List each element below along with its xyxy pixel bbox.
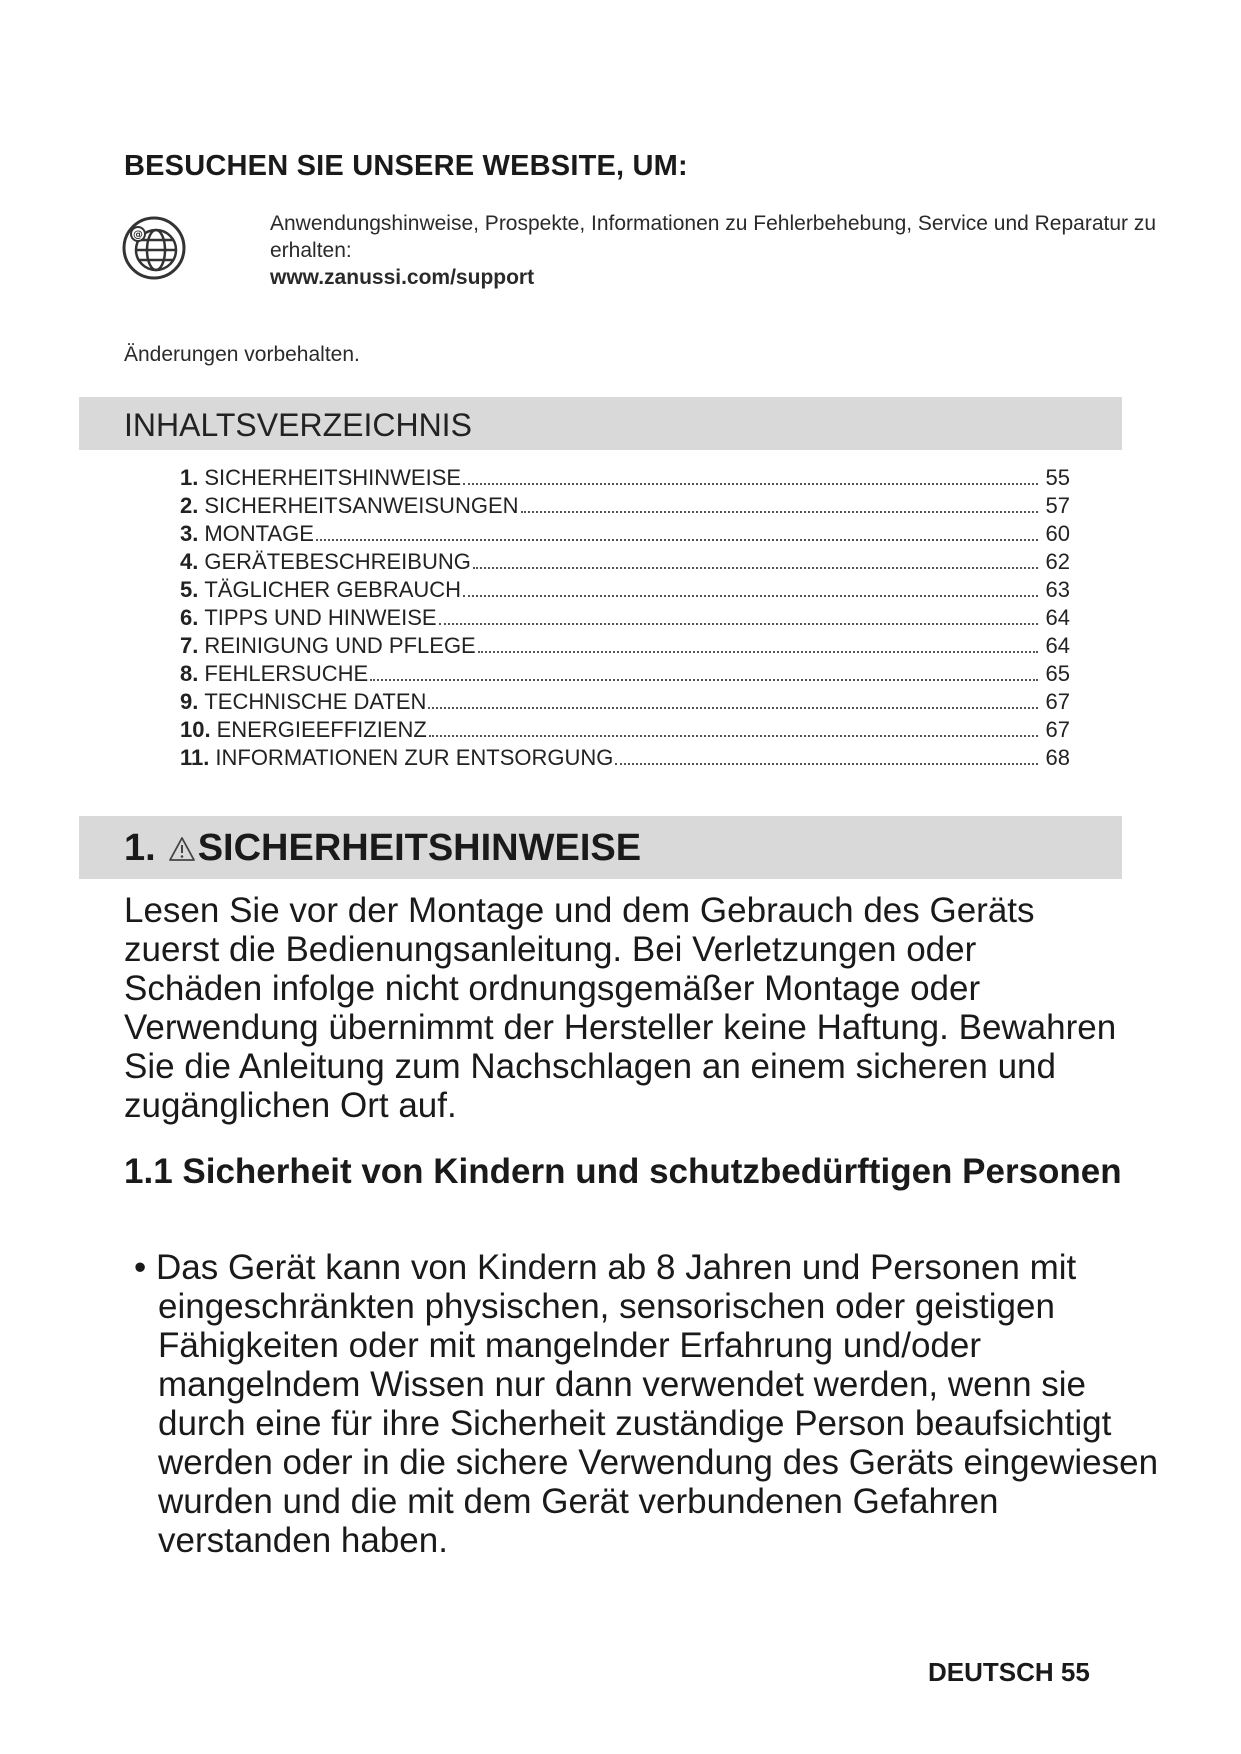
- toc-item-label: REINIGUNG UND PFLEGE: [204, 633, 476, 658]
- toc-item-number: 3.: [180, 521, 199, 546]
- toc-leader-dots: [473, 567, 1038, 569]
- toc-item-page: 67: [1045, 717, 1070, 742]
- toc-leader-dots: [463, 595, 1038, 597]
- toc-leader-dots: [439, 623, 1038, 625]
- toc-item-8[interactable]: [180, 660, 1070, 688]
- svg-text:@: @: [133, 229, 143, 241]
- toc-item-label: ENERGIEEFFIZIENZ: [216, 717, 427, 742]
- toc-item-number: 6.: [180, 605, 199, 630]
- toc-item-3[interactable]: [180, 520, 1070, 548]
- toc-leader-dots: [521, 511, 1038, 513]
- warning-triangle-icon: [168, 836, 196, 862]
- toc-leader-dots: [463, 483, 1038, 485]
- toc-item-label: TIPPS UND HINWEISE: [204, 605, 437, 630]
- toc-item-page: 55: [1045, 465, 1070, 490]
- visit-description: [270, 210, 1170, 291]
- toc-item-label: GERÄTEBESCHREIBUNG: [204, 549, 471, 574]
- toc-header-bar: [79, 397, 1122, 450]
- toc-item-page: 60: [1045, 521, 1070, 546]
- toc-leader-dots: [370, 679, 1038, 681]
- toc-item-page: 68: [1045, 745, 1070, 770]
- section-1-number: 1.: [124, 827, 156, 869]
- toc-item-11[interactable]: [180, 744, 1070, 772]
- toc-item-number: 10.: [180, 717, 211, 742]
- bullet-marker: •: [134, 1248, 156, 1287]
- page-footer-label: DEUTSCH 55: [928, 1657, 1090, 1687]
- toc-item-2[interactable]: [180, 492, 1070, 520]
- toc-item-4[interactable]: [180, 548, 1070, 576]
- toc-item-1[interactable]: [180, 464, 1070, 492]
- toc-item-number: 5.: [180, 577, 199, 602]
- subsection-1-1-bullet: [124, 1248, 1168, 1560]
- table-of-contents: [180, 464, 1070, 772]
- toc-leader-dots: [428, 707, 1038, 709]
- section-1-intro-paragraph: Lesen Sie vor der Montage und dem Gebrauch des Geräts zuerst die Bedienungsanleitung. Bei Verletzungen oder Schäden infolge nicht ordnungsgemäßer Montage oder Verwendung übernimmt der Hersteller keine Haftung. Bewahren Sie die Anleitung zum Nachschlagen an einem sicheren und zugänglichen Ort auf.: [124, 891, 1117, 1125]
- toc-item-label: MONTAGE: [204, 521, 314, 546]
- visit-text: Anwendungshinweise, Prospekte, Informationen zu Fehlerbehebung, Service und Reparatur zu erhalten:: [270, 212, 1157, 262]
- toc-item-page: 62: [1045, 549, 1070, 574]
- toc-item-page: 64: [1045, 633, 1070, 658]
- toc-item-label: TÄGLICHER GEBRAUCH: [204, 577, 462, 602]
- toc-item-label: SICHERHEITSANWEISUNGEN: [204, 493, 519, 518]
- toc-item-10[interactable]: [180, 716, 1070, 744]
- toc-item-page: 57: [1045, 493, 1070, 518]
- toc-leader-dots: [316, 539, 1038, 541]
- toc-item-number: 7.: [180, 633, 199, 658]
- toc-item-label: SICHERHEITSHINWEISE: [204, 465, 462, 490]
- toc-item-page: 65: [1045, 661, 1070, 686]
- toc-item-7[interactable]: [180, 632, 1070, 660]
- toc-item-page: 64: [1045, 605, 1070, 630]
- toc-item-6[interactable]: [180, 604, 1070, 632]
- toc-item-number: 4.: [180, 549, 199, 574]
- toc-leader-dots: [429, 735, 1038, 737]
- toc-item-5[interactable]: [180, 576, 1070, 604]
- section-1-title: [124, 827, 641, 870]
- visit-website-heading: BESUCHEN SIE UNSERE WEBSITE, UM:: [124, 150, 688, 182]
- globe-web-icon: [122, 216, 186, 280]
- support-url-link[interactable]: www.zanussi.com/support: [270, 266, 535, 289]
- section-1-label: SICHERHEITSHINWEISE: [197, 827, 642, 869]
- toc-item-page: 63: [1045, 577, 1070, 602]
- toc-item-number: 1.: [180, 465, 199, 490]
- toc-item-label: TECHNISCHE DATEN: [204, 689, 427, 714]
- changes-note: Änderungen vorbehalten.: [124, 343, 360, 366]
- toc-item-number: 11.: [180, 745, 210, 770]
- toc-leader-dots: [615, 763, 1038, 765]
- toc-item-label: INFORMATIONEN ZUR ENTSORGUNG: [215, 745, 614, 770]
- section-1-header-bar: [79, 816, 1122, 879]
- bullet-text: Das Gerät kann von Kindern ab 8 Jahren und Personen mit eingeschränkten physischen, sensorischen oder geistigen Fähigkeiten oder mit mangelnder Erfahrung und/oder mangelndem Wissen nur dann verwendet werden, wenn sie durch eine für ihre Sicherheit zuständige Person beaufsichtigt werden oder in die sichere Verwendung des Geräts eingewiesen wurden und die mit dem Gerät verbundenen Gefahren verstanden haben.: [155, 1248, 1159, 1560]
- toc-item-number: 8.: [180, 661, 199, 686]
- toc-item-number: 2.: [180, 493, 199, 518]
- toc-item-number: 9.: [180, 689, 199, 714]
- toc-item-label: FEHLERSUCHE: [204, 661, 369, 686]
- subsection-1-1-title: 1.1 Sicherheit von Kindern und schutzbedürftigen Personen: [124, 1152, 1122, 1191]
- toc-title: INHALTSVERZEICHNIS: [124, 407, 472, 443]
- toc-item-page: 67: [1045, 689, 1070, 714]
- toc-leader-dots: [478, 651, 1038, 653]
- toc-item-9[interactable]: [180, 688, 1070, 716]
